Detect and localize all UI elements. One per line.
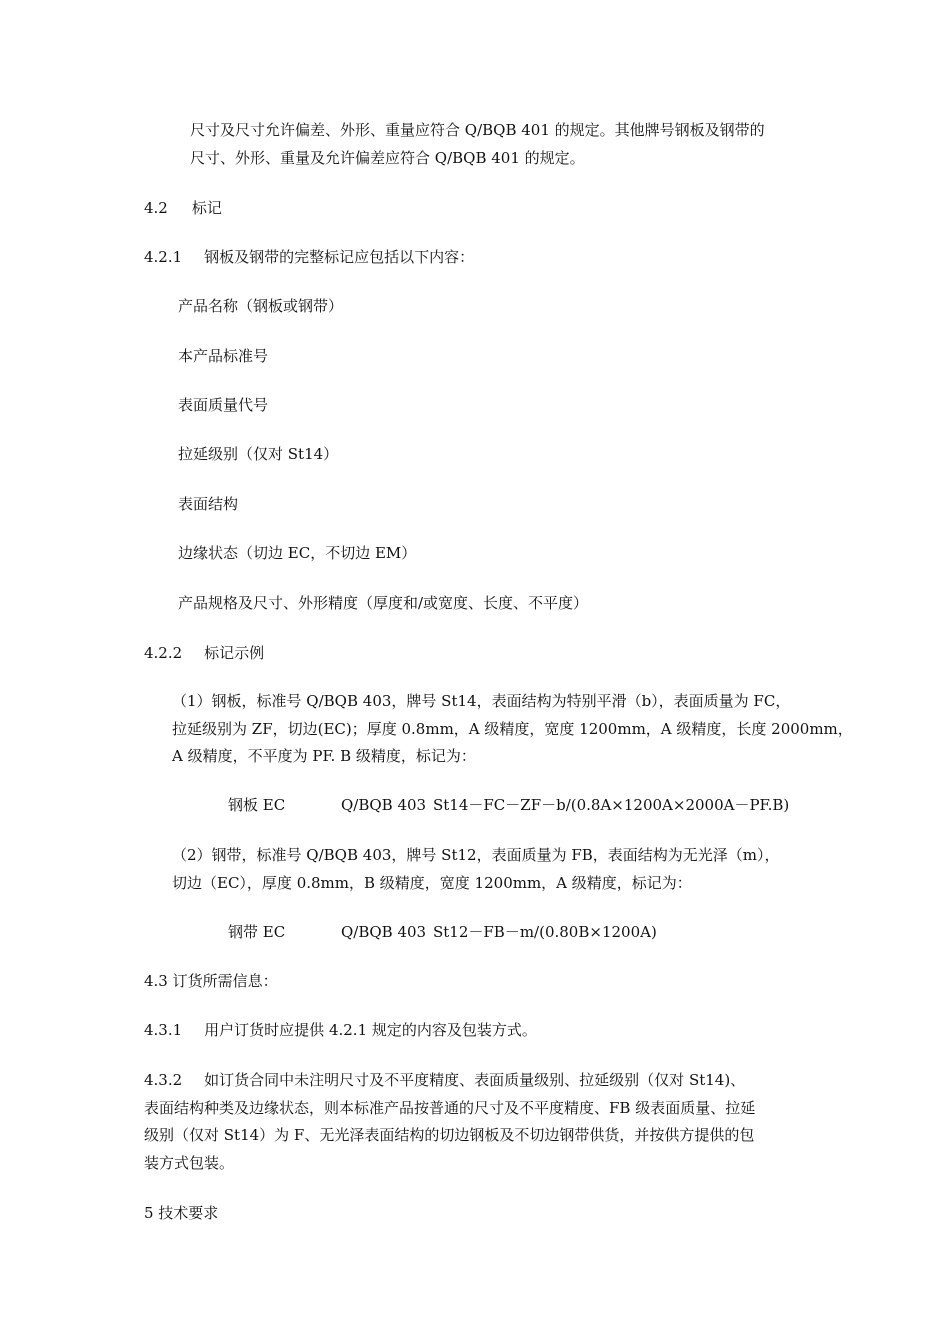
section-4-2-heading <box>144 198 222 218</box>
example-2-mark-product: 钢带 EC <box>228 923 286 941</box>
example-1-mark-standard: Q/BQB 403 <box>341 796 427 814</box>
section-5-heading: 5 技术要求 <box>144 1204 219 1222</box>
example-1-mark-code: St14－FC－ZF－b/(0.8A×1200A×2000A－PF.B) <box>433 796 790 814</box>
example-2-mark-code: St12－FB－m/(0.80B×1200A) <box>433 923 657 941</box>
section-4-3-2-line-4: 装方式包装。 <box>144 1154 235 1172</box>
mark-item: 产品名称（钢板或钢带） <box>178 297 344 315</box>
section-4-2-1-heading <box>144 247 474 267</box>
mark-item: 表面结构 <box>178 495 239 513</box>
mark-item: 拉延级别（仅对 St14） <box>178 445 339 463</box>
section-number: 4.2.1 <box>144 248 183 266</box>
example-1-mark-product: 钢板 EC <box>228 796 286 814</box>
section-number: 4.3.1 <box>144 1021 183 1039</box>
mark-item: 本产品标准号 <box>178 347 269 365</box>
example-2-mark-standard: Q/BQB 403 <box>341 923 427 941</box>
section-4-3-heading: 4.3 订货所需信息： <box>144 972 278 990</box>
section-4-3-2-line-3: 级别（仅对 St14）为 F、无光泽表面结构的切边钢板及不切边钢带供货，并按供方提供的包 <box>144 1126 755 1144</box>
section-title: 标记 <box>191 199 222 217</box>
intro-line-2: 尺寸、外形、重量及允许偏差应符合 Q/BQB 401 的规定。 <box>190 149 585 167</box>
example-1-line-1: （1）钢板，标准号 Q/BQB 403，牌号 St14，表面结构为特别平滑（b），表面质量为 FC， <box>172 692 791 710</box>
section-title: 标记示例 <box>204 644 265 662</box>
section-number: 4.2.2 <box>144 644 183 662</box>
section-number: 4.3.2 <box>144 1071 183 1089</box>
section-4-2-2-heading <box>144 643 264 663</box>
example-1-line-3: A 级精度，不平度为 PF. B 级精度，标记为： <box>172 747 476 765</box>
example-2-line-1: （2）钢带，标准号 Q/BQB 403，牌号 St12，表面质量为 FB，表面结构为无光泽（m）， <box>172 846 780 864</box>
section-title: 钢板及钢带的完整标记应包括以下内容： <box>204 248 475 266</box>
mark-item: 产品规格及尺寸、外形精度（厚度和/或宽度、长度、不平度） <box>178 594 589 612</box>
section-4-3-2-line-1 <box>144 1070 745 1090</box>
section-4-3-2-line-2: 表面结构种类及边缘状态，则本标准产品按普通的尺寸及不平度精度、FB 级表面质量、拉延 <box>144 1099 756 1117</box>
mark-item: 表面质量代号 <box>178 396 269 414</box>
example-1-line-2: 拉延级别为 ZF，切边(EC)；厚度 0.8mm，A 级精度，宽度 1200mm，A 级精度，长度 2000mm， <box>172 720 853 738</box>
section-number: 4.2 <box>144 199 168 217</box>
intro-line-1: 尺寸及尺寸允许偏差、外形、重量应符合 Q/BQB 401 的规定。其他牌号钢板及钢带的 <box>190 121 765 139</box>
section-text: 用户订货时应提供 4.2.1 规定的内容及包装方式。 <box>204 1021 537 1039</box>
mark-item: 边缘状态（切边 EC，不切边 EM） <box>178 544 417 562</box>
section-4-3-1 <box>144 1020 537 1040</box>
example-2-line-2: 切边（EC），厚度 0.8mm，B 级精度，宽度 1200mm，A 级精度，标记为： <box>172 874 692 892</box>
section-text: 如订货合同中未注明尺寸及不平度精度、表面质量级别、拉延级别（仅对 St14)、 <box>204 1071 746 1089</box>
